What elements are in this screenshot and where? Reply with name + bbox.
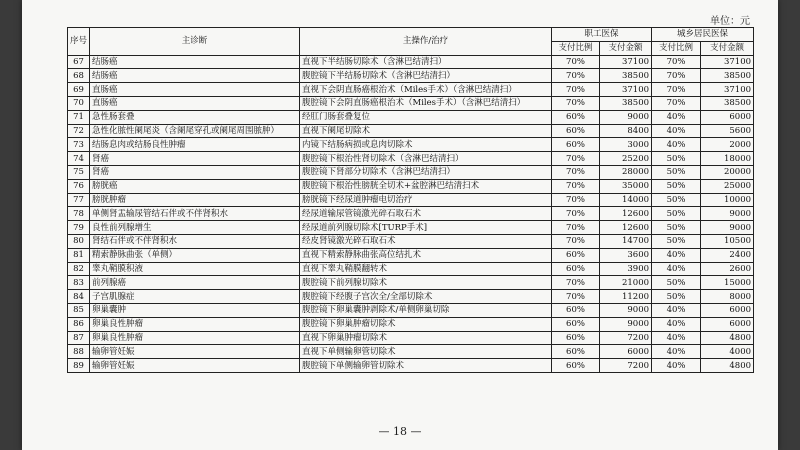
cell-resident-amount: 2000 — [701, 138, 754, 152]
cell-resident-ratio: 40% — [652, 345, 701, 359]
cell-resident-ratio: 40% — [652, 138, 701, 152]
table-row — [68, 55, 754, 69]
cell-employee-amount: 14700 — [600, 234, 652, 248]
cell-resident-ratio: 50% — [652, 179, 701, 193]
cell-procedure: 经肛门肠套叠复位 — [300, 110, 552, 124]
table-row — [68, 193, 754, 207]
cell-seq: 70 — [68, 96, 90, 110]
cell-employee-ratio: 70% — [552, 83, 600, 97]
cell-resident-amount: 9000 — [701, 207, 754, 221]
cell-employee-amount: 25200 — [600, 152, 652, 166]
cell-employee-amount: 38500 — [600, 96, 652, 110]
cell-diagnosis: 输卵管妊娠 — [90, 359, 300, 373]
cell-procedure: 内镜下结肠病损或息肉切除术 — [300, 138, 552, 152]
cell-resident-amount: 20000 — [701, 165, 754, 179]
cell-employee-ratio: 60% — [552, 303, 600, 317]
cell-employee-amount: 7200 — [600, 359, 652, 373]
unit-label: 单位：元 — [710, 16, 750, 27]
cell-resident-ratio: 40% — [652, 124, 701, 138]
table-row — [68, 179, 754, 193]
cell-diagnosis: 结肠癌 — [90, 69, 300, 83]
cell-resident-ratio: 40% — [652, 317, 701, 331]
cell-resident-ratio: 40% — [652, 110, 701, 124]
table-row — [68, 248, 754, 262]
cell-employee-ratio: 70% — [552, 96, 600, 110]
cell-seq: 87 — [68, 331, 90, 345]
cell-resident-ratio: 70% — [652, 55, 701, 69]
cell-procedure: 直视下睾丸鞘膜翻转术 — [300, 262, 552, 276]
cell-diagnosis: 急性化脓性阑尾炎（含阑尾穿孔或阑尾周围脓肿） — [90, 124, 300, 138]
table-row — [68, 317, 754, 331]
cell-seq: 84 — [68, 290, 90, 304]
cell-employee-amount: 9000 — [600, 317, 652, 331]
cell-resident-amount: 6000 — [701, 317, 754, 331]
cell-diagnosis: 良性前列腺增生 — [90, 221, 300, 235]
table-row — [68, 138, 754, 152]
cell-seq: 83 — [68, 276, 90, 290]
cell-employee-amount: 7200 — [600, 331, 652, 345]
cell-resident-amount: 4800 — [701, 359, 754, 373]
page-number: — 18 — — [378, 425, 422, 438]
cell-seq: 81 — [68, 248, 90, 262]
cell-employee-amount: 12600 — [600, 221, 652, 235]
cell-resident-amount: 37100 — [701, 55, 754, 69]
cell-procedure: 腹腔镜下单侧输卵管切除术 — [300, 359, 552, 373]
cell-diagnosis: 直肠癌 — [90, 96, 300, 110]
cell-employee-ratio: 70% — [552, 221, 600, 235]
cell-resident-amount: 6000 — [701, 303, 754, 317]
cell-employee-ratio: 60% — [552, 262, 600, 276]
cell-procedure: 直视下会阴直肠癌根治术（Miles手术）（含淋巴结清扫） — [300, 83, 552, 97]
table-row — [68, 221, 754, 235]
cell-resident-amount: 38500 — [701, 96, 754, 110]
cell-diagnosis: 结肠息肉或结肠良性肿瘤 — [90, 138, 300, 152]
cell-procedure: 经皮肾镜激光碎石取石术 — [300, 234, 552, 248]
cell-diagnosis: 肾癌 — [90, 152, 300, 166]
cell-procedure: 经尿道前列腺切除术[TURP手术] — [300, 221, 552, 235]
cell-diagnosis: 卵巢良性肿瘤 — [90, 317, 300, 331]
cell-employee-amount: 38500 — [600, 69, 652, 83]
cell-seq: 74 — [68, 152, 90, 166]
cell-employee-ratio: 60% — [552, 331, 600, 345]
cell-diagnosis: 肾癌 — [90, 165, 300, 179]
cell-procedure: 直视下单侧输卵管切除术 — [300, 345, 552, 359]
cell-resident-amount: 10500 — [701, 234, 754, 248]
table-row — [68, 276, 754, 290]
cell-procedure: 腹腔镜下卵巢肿瘤切除术 — [300, 317, 552, 331]
cell-resident-ratio: 40% — [652, 262, 701, 276]
cell-resident-amount: 25000 — [701, 179, 754, 193]
cell-resident-amount: 9000 — [701, 221, 754, 235]
cell-seq: 76 — [68, 179, 90, 193]
cell-employee-ratio: 60% — [552, 248, 600, 262]
cell-employee-amount: 21000 — [600, 276, 652, 290]
header-diagnosis: 主诊断 — [90, 28, 300, 56]
cell-resident-ratio: 50% — [652, 221, 701, 235]
cell-diagnosis: 子宫肌腺症 — [90, 290, 300, 304]
cell-employee-amount: 6000 — [600, 345, 652, 359]
table-row — [68, 207, 754, 221]
cell-employee-ratio: 70% — [552, 152, 600, 166]
cell-resident-amount: 2400 — [701, 248, 754, 262]
cell-resident-ratio: 40% — [652, 359, 701, 373]
cell-resident-ratio: 70% — [652, 83, 701, 97]
cell-diagnosis: 卵巢良性肿瘤 — [90, 331, 300, 345]
cell-employee-ratio: 60% — [552, 359, 600, 373]
cell-seq: 75 — [68, 165, 90, 179]
cell-employee-ratio: 70% — [552, 193, 600, 207]
cell-seq: 80 — [68, 234, 90, 248]
cell-resident-ratio: 70% — [652, 69, 701, 83]
cell-procedure: 直视下精索静脉曲张高位结扎术 — [300, 248, 552, 262]
cell-diagnosis: 结肠癌 — [90, 55, 300, 69]
cell-employee-amount: 14000 — [600, 193, 652, 207]
cell-seq: 79 — [68, 221, 90, 235]
cell-procedure: 腹腔镜下根治性肾切除术（含淋巴结清扫） — [300, 152, 552, 166]
cell-employee-amount: 12600 — [600, 207, 652, 221]
cell-diagnosis: 肾结石伴或不伴肾积水 — [90, 234, 300, 248]
cell-employee-amount: 35000 — [600, 179, 652, 193]
table-row — [68, 345, 754, 359]
cell-resident-ratio: 70% — [652, 96, 701, 110]
cell-procedure: 腹腔镜下肾部分切除术（含淋巴结清扫） — [300, 165, 552, 179]
cell-procedure: 经尿道输尿管镜激光碎石取石术 — [300, 207, 552, 221]
cell-employee-amount: 28000 — [600, 165, 652, 179]
header-resident-insurance: 城乡居民医保 — [652, 28, 754, 42]
cell-employee-ratio: 70% — [552, 207, 600, 221]
table-row — [68, 303, 754, 317]
cell-resident-amount: 37100 — [701, 83, 754, 97]
cell-employee-ratio: 60% — [552, 345, 600, 359]
cell-resident-amount: 5600 — [701, 124, 754, 138]
cell-employee-ratio: 70% — [552, 276, 600, 290]
cell-resident-amount: 38500 — [701, 69, 754, 83]
cell-procedure: 膀胱镜下经尿道肿瘤电切治疗 — [300, 193, 552, 207]
cell-employee-amount: 37100 — [600, 55, 652, 69]
table-row — [68, 96, 754, 110]
cell-employee-ratio: 70% — [552, 69, 600, 83]
cell-procedure: 直视下半结肠切除术（含淋巴结清扫） — [300, 55, 552, 69]
cell-resident-ratio: 50% — [652, 276, 701, 290]
cell-seq: 85 — [68, 303, 90, 317]
cell-diagnosis: 膀胱癌 — [90, 179, 300, 193]
cell-procedure: 腹腔镜下半结肠切除术（含淋巴结清扫） — [300, 69, 552, 83]
cell-employee-amount: 9000 — [600, 110, 652, 124]
cell-seq: 72 — [68, 124, 90, 138]
cell-employee-ratio: 60% — [552, 110, 600, 124]
cell-seq: 78 — [68, 207, 90, 221]
cell-employee-ratio: 70% — [552, 234, 600, 248]
cell-procedure: 腹腔镜下会阴直肠癌根治术（Miles手术）（含淋巴结清扫） — [300, 96, 552, 110]
cell-procedure: 直视下卵巢肿瘤切除术 — [300, 331, 552, 345]
cell-employee-amount: 8400 — [600, 124, 652, 138]
table-row — [68, 124, 754, 138]
cell-seq: 71 — [68, 110, 90, 124]
cell-employee-amount: 37100 — [600, 83, 652, 97]
header-seq: 序号 — [68, 28, 90, 56]
cell-employee-ratio: 60% — [552, 317, 600, 331]
cell-resident-ratio: 50% — [652, 207, 701, 221]
cell-employee-ratio: 60% — [552, 138, 600, 152]
cell-employee-amount: 3900 — [600, 262, 652, 276]
cell-resident-ratio: 50% — [652, 193, 701, 207]
cell-resident-ratio: 40% — [652, 248, 701, 262]
cell-seq: 68 — [68, 69, 90, 83]
table-row — [68, 234, 754, 248]
payment-table — [67, 27, 754, 373]
cell-diagnosis: 睾丸鞘膜积液 — [90, 262, 300, 276]
document-page — [22, 0, 778, 450]
table-row — [68, 262, 754, 276]
table-row — [68, 110, 754, 124]
cell-employee-amount: 3600 — [600, 248, 652, 262]
cell-procedure: 腹腔镜下根治性膀胱全切术+盆腔淋巴结清扫术 — [300, 179, 552, 193]
cell-resident-ratio: 50% — [652, 165, 701, 179]
cell-diagnosis: 单侧肾盂输尿管结石伴或不伴肾积水 — [90, 207, 300, 221]
cell-diagnosis: 前列腺癌 — [90, 276, 300, 290]
header-procedure: 主操作/治疗 — [300, 28, 552, 56]
cell-resident-amount: 4000 — [701, 345, 754, 359]
cell-resident-amount: 4800 — [701, 331, 754, 345]
table-row — [68, 83, 754, 97]
cell-seq: 82 — [68, 262, 90, 276]
cell-resident-ratio: 50% — [652, 290, 701, 304]
cell-diagnosis: 卵巢囊肿 — [90, 303, 300, 317]
cell-employee-ratio: 70% — [552, 55, 600, 69]
cell-resident-amount: 18000 — [701, 152, 754, 166]
cell-seq: 77 — [68, 193, 90, 207]
header-resident-amount: 支付金额 — [701, 41, 754, 55]
cell-diagnosis: 输卵管妊娠 — [90, 345, 300, 359]
table-row — [68, 290, 754, 304]
cell-diagnosis: 直肠癌 — [90, 83, 300, 97]
cell-seq: 69 — [68, 83, 90, 97]
cell-diagnosis: 膀胱肿瘤 — [90, 193, 300, 207]
cell-seq: 67 — [68, 55, 90, 69]
cell-resident-ratio: 40% — [652, 303, 701, 317]
cell-procedure: 直视下阑尾切除术 — [300, 124, 552, 138]
cell-seq: 73 — [68, 138, 90, 152]
cell-employee-amount: 3000 — [600, 138, 652, 152]
cell-employee-ratio: 70% — [552, 290, 600, 304]
cell-diagnosis: 精索静脉曲张（单侧） — [90, 248, 300, 262]
cell-employee-amount: 9000 — [600, 303, 652, 317]
cell-procedure: 腹腔镜下经腹子宫次全/全部切除术 — [300, 290, 552, 304]
cell-procedure: 腹腔镜下卵巢囊肿剥除术/单侧卵巢切除 — [300, 303, 552, 317]
cell-diagnosis: 急性肠套叠 — [90, 110, 300, 124]
table-row — [68, 69, 754, 83]
header-employee-insurance: 职工医保 — [552, 28, 652, 42]
cell-employee-amount: 11200 — [600, 290, 652, 304]
cell-resident-ratio: 50% — [652, 234, 701, 248]
cell-employee-ratio: 60% — [552, 124, 600, 138]
cell-resident-amount: 2600 — [701, 262, 754, 276]
table-body — [68, 55, 754, 372]
cell-resident-ratio: 50% — [652, 152, 701, 166]
cell-resident-ratio: 40% — [652, 331, 701, 345]
cell-resident-amount: 10000 — [701, 193, 754, 207]
header-employee-amount: 支付金额 — [600, 41, 652, 55]
cell-employee-ratio: 70% — [552, 179, 600, 193]
cell-resident-amount: 6000 — [701, 110, 754, 124]
cell-employee-ratio: 70% — [552, 165, 600, 179]
table-row — [68, 165, 754, 179]
table-row — [68, 331, 754, 345]
header-resident-ratio: 支付比例 — [652, 41, 701, 55]
cell-seq: 86 — [68, 317, 90, 331]
cell-resident-amount: 8000 — [701, 290, 754, 304]
table-row — [68, 359, 754, 373]
cell-procedure: 腹腔镜下前列腺切除术 — [300, 276, 552, 290]
cell-seq: 88 — [68, 345, 90, 359]
header-employee-ratio: 支付比例 — [552, 41, 600, 55]
cell-resident-amount: 15000 — [701, 276, 754, 290]
table-row — [68, 152, 754, 166]
cell-seq: 89 — [68, 359, 90, 373]
